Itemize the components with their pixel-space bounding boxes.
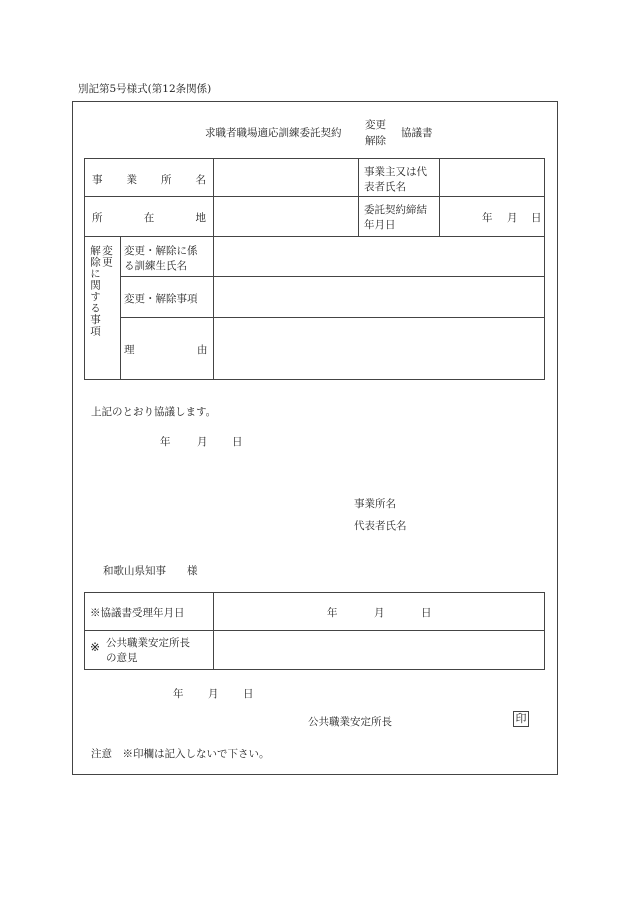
side-label-change: 変更 [101,245,113,268]
title-suffix: 協議書 [401,127,433,139]
table-row-divider [85,196,544,197]
business-name-label: 事 業 所 名 [92,174,206,186]
contract-date-label-line2: 年月日 [364,219,396,231]
signature-business-name: 事業所名 [354,498,396,510]
change-items-label: 変更・解除事項 [124,293,198,305]
form-title: 求職者職場適応訓練委託契約 [205,127,342,139]
table-col-divider [213,593,214,669]
contract-date-year: 年 [482,212,493,224]
footer-date-month: 月 [208,688,219,700]
agreement-text: 上記のとおり協議します。 [91,406,217,418]
title-option-change: 変更 [365,119,386,131]
trainee-label-line1: 変更・解除に係 [124,245,198,257]
opinion-label-line2: の意見 [106,652,138,664]
note-text: 注意 ※印欄は記入しないで下さい。 [91,748,270,760]
contract-date-month: 月 [507,212,518,224]
reason-label-right: 由 [197,344,208,356]
received-date-day: 日 [421,607,432,619]
address-label: 所 在 地 [92,212,206,224]
table-col-divider [213,159,214,379]
title-option-cancel: 解除 [365,135,386,147]
table-col-divider [120,236,121,379]
addressee: 和歌山県知事 様 [103,565,198,577]
office-head-label: 公共職業安定所長 [308,716,392,728]
side-label-cancel-matters: 解除に関する事項 [89,245,101,337]
table-row-divider [120,276,544,277]
trainee-label-line2: る訓練生氏名 [124,260,187,272]
agreement-date-day: 日 [232,436,243,448]
seal-mark: 印 [513,711,529,727]
table-row-divider [85,236,544,237]
agreement-date-month: 月 [197,436,208,448]
reason-label-left: 理 [124,344,135,356]
received-date-month: 月 [374,607,385,619]
received-date-label: ※協議書受理年月日 [90,607,185,619]
table-row-divider [85,630,544,631]
opinion-label-line1: 公共職業安定所長 [106,637,190,649]
table-col-divider [358,159,359,236]
table-col-divider [439,159,440,236]
office-use-table [84,592,545,670]
employer-label-line1: 事業主又は代 [364,166,427,178]
employer-label-line2: 表者氏名 [364,181,406,193]
agreement-date-year: 年 [160,436,171,448]
form-reference: 別記第5号様式(第12条関係) [78,83,212,95]
contract-date-day: 日 [531,212,542,224]
footer-date-year: 年 [173,688,184,700]
table-row-divider [120,317,544,318]
footer-date-day: 日 [243,688,254,700]
contract-date-label-line1: 委託契約締結 [364,204,427,216]
signature-representative: 代表者氏名 [354,520,407,532]
received-date-year: 年 [327,607,338,619]
opinion-mark: ※ [90,640,101,654]
